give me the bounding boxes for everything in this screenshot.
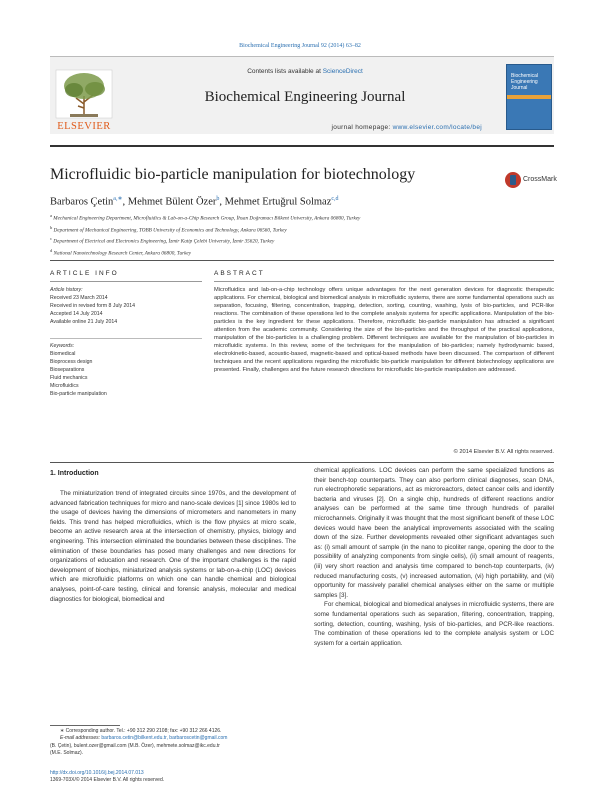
- sciencedirect-link[interactable]: ScienceDirect: [322, 68, 363, 75]
- masthead-bottom-rule: [50, 145, 554, 147]
- section-divider: [50, 260, 554, 261]
- abstract-copyright: © 2014 Elsevier B.V. All rights reserved.: [453, 449, 554, 455]
- section-heading-introduction: 1. Introduction: [50, 470, 99, 477]
- issn-line: 1369-703X/© 2014 Elsevier B.V. All rights reserved.: [50, 777, 165, 784]
- keyword-item: Fluid mechanics: [50, 375, 88, 381]
- author-name: , Mehmet Bülent Özer: [122, 196, 217, 208]
- doi-block: [50, 770, 296, 784]
- paper-title: Microfluidic bio-particle manipulation for biotechnology: [50, 166, 416, 183]
- affiliation-item: $^a$ Mechanical Engineering Department, Microfluidics & Lab-on-a-Chip Research Group, İhsan Doğramacı Bilkent University, Ankara 06800, Turkey: [50, 213, 361, 222]
- author-affiliation-mark[interactable]: c,d: [331, 196, 339, 202]
- crossmark-label: CrossMark: [523, 176, 557, 183]
- email-label: E-mail addresses:: [60, 735, 102, 742]
- author-affiliation-mark[interactable]: b: [216, 196, 220, 202]
- keyword-item: Bioseparations: [50, 367, 85, 373]
- cover-band: [507, 95, 551, 99]
- contents-prefix: Contents lists available at: [247, 68, 323, 75]
- keyword-item: Microfluidics: [50, 383, 79, 389]
- author-name: , Mehmet Ertuğrul Solmaz: [219, 196, 332, 208]
- history-item: Received 23 March 2014: [50, 295, 108, 301]
- history-item: Accepted 14 July 2014: [50, 311, 103, 317]
- keywords-list: [50, 342, 202, 398]
- history-label: Article history:: [50, 287, 83, 293]
- homepage-prefix: journal homepage:: [331, 124, 393, 131]
- article-info-heading: ARTICLE INFO: [50, 270, 119, 277]
- body-paragraph: chemical applications. LOC devices can perform the same specialized functions as their bench-top counterparts. They can also perform clinical diagnoses, scan DNA, run electrophoretic separations, act as microreactors, detect cancer cells and identify bacteria and viruses [2]. On a single chip, hundreds of different reactions and/or analyses can be performed at the same time through hundreds of parallel microchannels. Originally it was thought that the most significant benefit of these LOC devices would have been the analytical improvements associated with the scaling down of the size. Further developments revealed other significant advantages such as: (i) small amount of sample (in the nano to picoliter range, opening the door to the possibility of analyzing components from single cells), (ii) small amount of reagents, (iii) very short reaction and analysis time compared to bench-top counterparts, (iv) reduced manufacturing costs, (v) increased automation, (vi) high portability, and (vii) opportunity for massively parallel chemical analyses either on the same or multiple samples [3].: [314, 467, 554, 599]
- journal-name: Biochemical Engineering Journal: [204, 89, 406, 105]
- email-addresses: [50, 735, 296, 742]
- abstract-text: Microfluidics and lab-on-a-chip technology offers unique advantages for the next generation devices for diagnostic therapeutic applications. For chemical, biological and biomedical analysis in microfluidic systems, there are some fundamental operations such as separation, focusing, filtering, concentration, trapping, detection, sorting, counting, washing, lysis of bio-particles, and PCR-like reactions. The combination of these operations led to the complete analysis systems for specific applications. Manipulation of the bio-particles is the key ingredient for these applications. Therefore, microfluidic bio-particle manipulation has attracted a significant attention from the academic community. Considering the size of the bio-particles and the throughput of the practical applications, manipulation of the bio-particles is a challenging problem. Different techniques are available for the manipulation of bio-particles in microfluidic systems. In this review, some of the techniques for the manipulation of bio-particles; namely hydrodynamic based, electrokinetic-based, acoustic-based, magnetic-based and optical-based methods have been discussed. The comparison of different techniques and the recent applications regarding the microfluidic bio-particle manipulation for different biotechnology applications are presented. Finally, challenges and the future research directions for microfluidic bio-particle manipulation are addressed.: [214, 287, 554, 374]
- cover-title: Biochemical Engineering Journal: [511, 73, 538, 91]
- body-column-right: [314, 466, 554, 648]
- journal-reference[interactable]: Biochemical Engineering Journal 92 (2014) 63–82: [239, 43, 361, 49]
- footnote: [50, 728, 296, 758]
- body-paragraph: For chemical, biological and biomedical analyses in microfluidic systems, there are some fundamental operations such as separation, filtering, concentration, trapping, sorting, detection, counting, washing, lysis of bio-particles, and PCR-like reactions. The combination of these operations led to the complete analysis system or LOC system for a certain application.: [314, 601, 554, 647]
- author-name: Barbaros Çetin: [50, 196, 114, 208]
- section-divider: [50, 462, 554, 463]
- article-info-rule: [50, 281, 202, 282]
- affiliation-item: $^b$ Department of Mechanical Engineering, TOBB University of Economics and Technology, Ankara 06560, Turkey: [50, 224, 287, 234]
- email-addresses-cont: (B. Çetin), bulent.ozer@gmail.com (M.B. Özer), mehmete.solmaz@ikc.edu.tr: [50, 742, 220, 749]
- author-list: [50, 195, 550, 208]
- abstract-heading: ABSTRACT: [214, 270, 265, 277]
- keywords-rule: [50, 338, 202, 339]
- keyword-item: Bio-particle manipulation: [50, 391, 107, 397]
- abstract-rule: [214, 281, 554, 282]
- keyword-item: Bioprocess design: [50, 359, 93, 365]
- contents-availability: [120, 68, 490, 75]
- history-item: Received in revised form 8 July 2014: [50, 303, 136, 309]
- email-addresses-end: (M.E. Solmaz).: [50, 750, 84, 757]
- masthead-top-rule: [50, 56, 554, 57]
- affiliation-item: $^d$ National Nanotechnology Research Center, Ankara 06800, Turkey: [50, 247, 191, 257]
- doi-link[interactable]: http://dx.doi.org/10.1016/j.bej.2014.07.013: [50, 770, 144, 776]
- body-column-left: The miniaturization trend of integrated circuits since 1970s, and the development of advanced fabrication techniques for micro and nano-scale devices [1] since 1980s led to the usage of devices having the dimensions of micrometers and nanometers in many fields. This trend has helped microfluidics, which is the flow physics at micro scale, become an active research area at the intersection of chemistry, physics, biology and engineering. This intersection eliminated the boundaries between these disciplines. The elimination of these boundaries has posed many challenges and new directions for organizations of education and research. One of the important challenges is the rapid development of biochips, miniaturized analysis systems or lab-on-a-chip (LOC) devices which are microfluidic platforms on which one can handle chemical and biological analyses, point-of-care testing, clinical and forensic analysis, molecular and medical diagnostics for biological, biomedical and: [50, 490, 296, 603]
- journal-homepage: [120, 124, 490, 131]
- homepage-link[interactable]: www.elsevier.com/locate/bej: [392, 124, 482, 131]
- email-links[interactable]: barbaros.cetin@bilkent.edu.tr, barbaroscetin@gmail.com: [101, 735, 228, 742]
- affiliation-item: $^c$ Department of Electrical and Electronics Engineering, İzmir Katip Çelebi University, İzmir 35620, Turkey: [50, 236, 275, 245]
- keywords-label: Keywords:: [50, 343, 75, 349]
- footnote-rule: [50, 725, 120, 726]
- author-affiliation-mark[interactable]: a,∗: [113, 196, 123, 202]
- elsevier-wordmark: ELSEVIER: [57, 121, 111, 132]
- article-history: [50, 286, 202, 326]
- journal-cover-thumbnail: [506, 64, 552, 130]
- history-item: Available online 21 July 2014: [50, 319, 118, 325]
- keyword-item: Biomedical: [50, 351, 76, 357]
- crossmark-badge[interactable]: [505, 172, 555, 190]
- affiliation-list: [50, 212, 550, 258]
- crossmark-icon: [505, 172, 521, 188]
- corresponding-author: ∗ Corresponding author. Tel.: +90 312 290 2108; fax: +90 312 266 4126.: [60, 728, 222, 734]
